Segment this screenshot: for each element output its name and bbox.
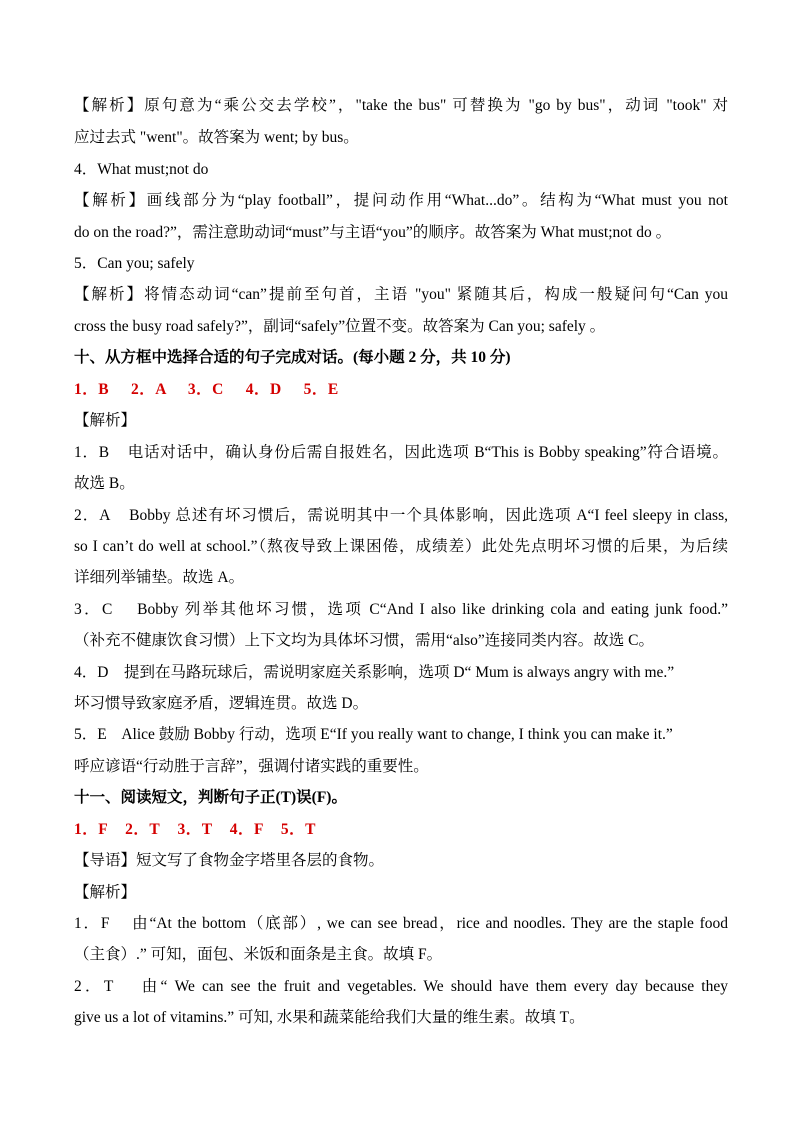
intro-line: 【导语】短文写了食物金字塔里各层的食物。 (74, 852, 385, 869)
text-line: 5．E Alice 鼓励 Bobby 行动，选项 E“If you really want to change, I think you can make it.” (74, 726, 673, 743)
section-heading: 十一、阅读短文，判断句子正(T)误(F)。 (74, 789, 347, 806)
text-line: 【解析】画线部分为“play football”，提问动作用“What...do”。结构为“What must you not (74, 192, 728, 209)
answer-key: 1．B 2．A 3．C 4．D 5．E (74, 381, 339, 398)
text-line: so I can’t do well at school.”（熬夜导致上课困倦，成绩差）此处先点明坏习惯的后果，为后续 (74, 538, 728, 555)
analysis-label: 【解析】 (74, 884, 137, 901)
text-line: 2．A Bobby 总述有坏习惯后，需说明其中一个具体影响，因此选项 A“I feel sleepy in class, (74, 507, 728, 524)
text-line: 应过去式 "went"。故答案为 went; by bus。 (74, 129, 359, 146)
section-heading: 十、从方框中选择合适的句子完成对话。(每小题 2 分，共 10 分) (74, 349, 511, 366)
text-line: 呼应谚语“行动胜于言辞”，强调付诸实践的重要性。 (74, 758, 429, 775)
text-line: （主食）.” 可知，面包、米饭和面条是主食。故填 F。 (74, 946, 443, 963)
text-line: 1．B 电话对话中，确认身份后需自报姓名，因此选项 B“This is Bobby speaking”符合语境。 (74, 444, 728, 461)
answer-line: 4．What must;not do (74, 161, 209, 178)
text-line: give us a lot of vitamins.” 可知, 水果和蔬菜能给我们大量的维生素。故填 T。 (74, 1009, 585, 1026)
analysis-label: 【解析】 (74, 412, 137, 429)
text-line: do on the road?”，需注意助动词“must”与主语“you”的顺序。故答案为 What must;not do 。 (74, 224, 672, 241)
text-line: 故选 B。 (74, 475, 135, 492)
text-line: 【解析】原句意为“乘公交去学校”，"take the bus" 可替换为 "go by bus"，动词 "took" 对 (74, 97, 728, 114)
answer-line: 5．Can you; safely (74, 255, 195, 272)
answer-key: 1．F 2．T 3．T 4．F 5．T (74, 821, 316, 838)
text-line: 坏习惯导致家庭矛盾，逻辑连贯。故选 D。 (74, 695, 369, 712)
text-line: 【解析】将情态动词“can”提前至句首，主语 "you" 紧随其后，构成一般疑问句“Can you (74, 286, 728, 303)
text-line: 详细列举铺垫。故选 A。 (74, 569, 245, 586)
text-line: 1．F 由“At the bottom（底部）, we can see bread，rice and noodles. They are the staple food (74, 915, 728, 932)
text-line: cross the busy road safely?”，副词“safely”位置不变。故答案为 Can you; safely 。 (74, 318, 606, 335)
text-line: 4．D 提到在马路玩球后，需说明家庭关系影响，选项 D“ Mum is always angry with me.” (74, 664, 675, 681)
text-line: 2．T 由“ We can see the fruit and vegetables. We should have them every day because they (74, 978, 728, 995)
text-line: 3．C Bobby 列举其他坏习惯，选项 C“And I also like drinking cola and eating junk food.” (74, 601, 728, 618)
text-line: （补充不健康饮食习惯）上下文均为具体坏习惯，需用“also”连接同类内容。故选 C。 (74, 632, 654, 649)
